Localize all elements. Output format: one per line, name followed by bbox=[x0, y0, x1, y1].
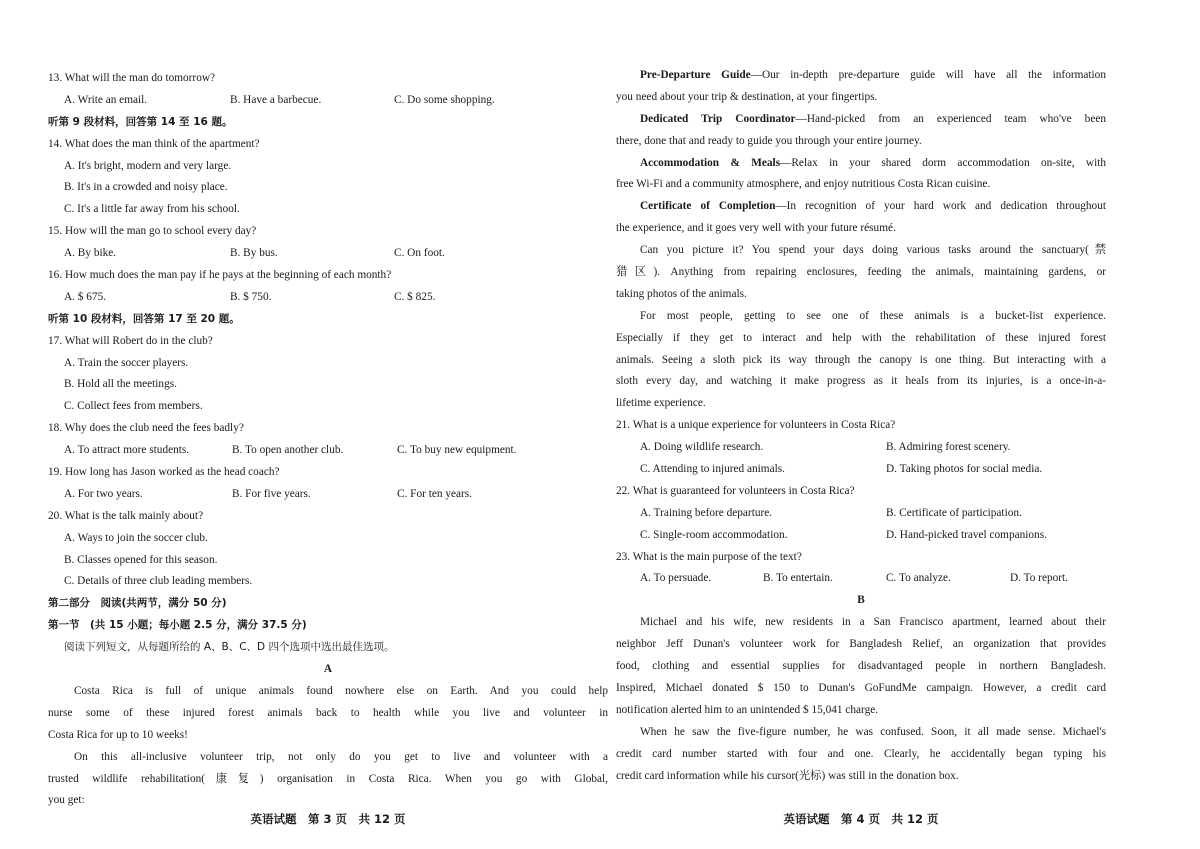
listening-instruction-9: 听第 9 段材料，回答第 14 至 16 题。 bbox=[48, 115, 233, 128]
option-c: C. For ten years. bbox=[397, 487, 472, 500]
guide-text: —Our in-depth pre-departure guide will have all the information bbox=[750, 69, 1106, 81]
question-18-stem: 18. Why does the club need the fees badly? bbox=[48, 422, 244, 435]
option-b: B. By bus. bbox=[230, 247, 278, 260]
question-15-options bbox=[48, 243, 608, 265]
certificate-text: —In recognition of your hard work and dedication throughout bbox=[775, 200, 1106, 213]
option-b: B. To entertain. bbox=[763, 572, 833, 585]
question-21-stem: 21. What is a unique experience for volunteers in Costa Rica? bbox=[616, 419, 896, 432]
guide-line-1 bbox=[616, 65, 1106, 87]
question-21-options-cd bbox=[616, 459, 1106, 481]
passage-b-line: Inspired, Michael donated $ 150 to Dunan's GoFundMe campaign. However, a credit card bbox=[616, 681, 1106, 694]
passage-a-line: nurse some of these injured forest animals back to health while you live and volunteer in bbox=[48, 706, 608, 719]
section-one-heading: 第一节 (共 15 小题；每小题 2.5 分，满分 37.5 分) bbox=[48, 619, 307, 632]
question-13-stem: 13. What will the man do tomorrow? bbox=[48, 72, 216, 84]
accommodation-lead: Accommodation & Meals bbox=[640, 156, 781, 169]
option-c: C. Do some shopping. bbox=[394, 93, 495, 106]
question-22-options-cd bbox=[616, 525, 1106, 547]
question-21-options-ab bbox=[616, 437, 1106, 459]
option-a: A. Train the soccer players. bbox=[64, 356, 189, 369]
guide-lead: Pre-Departure Guide bbox=[640, 69, 751, 81]
paragraph-line: For most people, getting to see one of these animals is a bucket-list experience. bbox=[640, 309, 1106, 322]
option-c: C. It's a little far away from his school. bbox=[64, 203, 240, 216]
option-c: C. $ 825. bbox=[394, 290, 436, 303]
option-a: A. By bike. bbox=[64, 247, 117, 260]
page-footer: 英语试题 第 4 页 共 12 页 bbox=[783, 812, 939, 826]
reading-directions: 阅读下列短文，从每题所给的 A、B、C、D 四个选项中选出最佳选项。 bbox=[64, 641, 395, 654]
question-14-stem: 14. What does the man think of the apartment? bbox=[48, 137, 260, 150]
listening-instruction-10: 听第 10 段材料，回答第 17 至 20 题。 bbox=[48, 312, 240, 325]
option-a: A. Write an email. bbox=[64, 93, 148, 106]
accommodation-text: —Relax in your shared dorm accommodation on-site, with bbox=[780, 156, 1106, 169]
option-a: A. It's bright, modern and very large. bbox=[64, 159, 232, 172]
passage-a-line: you get: bbox=[48, 794, 85, 807]
option-c: C. Details of three club leading members. bbox=[64, 575, 253, 588]
option-a: A. Doing wildlife research. bbox=[640, 441, 764, 454]
option-b: B. It's in a crowded and noisy place. bbox=[64, 181, 228, 194]
option-c: C. To buy new equipment. bbox=[397, 444, 517, 457]
option-c: C. Collect fees from members. bbox=[64, 400, 203, 413]
option-a: A. To persuade. bbox=[640, 572, 712, 585]
option-c: C. Single-room accommodation. bbox=[640, 528, 788, 541]
paragraph-line: lifetime experience. bbox=[616, 397, 706, 410]
option-c: C. Attending to injured animals. bbox=[640, 463, 785, 476]
passage-a-label: A bbox=[323, 663, 333, 676]
certificate-line-1 bbox=[616, 196, 1106, 218]
question-19-stem: 19. How long has Jason worked as the head coach? bbox=[48, 466, 280, 479]
question-23-stem: 23. What is the main purpose of the text? bbox=[616, 550, 802, 563]
page-4 bbox=[616, 0, 1106, 849]
paragraph-line: taking photos of the animals. bbox=[616, 287, 747, 300]
passage-b-label: B bbox=[857, 594, 865, 607]
paragraph-line: Can you picture it? You spend your days doing various tasks around the sanctuary(禁 bbox=[640, 244, 1106, 257]
accommodation-line-1 bbox=[616, 153, 1106, 175]
page-3 bbox=[48, 0, 608, 849]
passage-b-line: neighbor Jeff Dunan's volunteer work for Bangladesh Relief, an organization that provides bbox=[616, 638, 1106, 651]
option-d: D. Hand-picked travel companions. bbox=[886, 528, 1047, 541]
certificate-line-2: the experience, and it goes very well with your future résumé. bbox=[616, 222, 896, 235]
option-b: B. Have a barbecue. bbox=[230, 93, 322, 106]
question-22-stem: 22. What is guaranteed for volunteers in Costa Rica? bbox=[616, 484, 855, 497]
passage-a-line: trusted wildlife rehabilitation(康复) organisation in Costa Rica. When you go with Global, bbox=[48, 772, 608, 785]
option-c: C. On foot. bbox=[394, 247, 445, 260]
guide-line-2: you need about your trip & destination, at your fingertips. bbox=[616, 90, 878, 103]
option-b: B. $ 750. bbox=[230, 290, 272, 303]
passage-a-line: Costa Rica for up to 10 weeks! bbox=[48, 728, 188, 741]
option-a: A. For two years. bbox=[64, 487, 143, 500]
coordinator-line-1 bbox=[616, 109, 1106, 131]
option-d: D. To report. bbox=[1010, 572, 1068, 585]
coordinator-text: —Hand-picked from an experienced team who've been bbox=[795, 112, 1106, 125]
passage-b-line: credit card number started with four and one. Clearly, he accidentally began typing his bbox=[616, 747, 1106, 760]
passage-b-line: credit card information while his cursor(光标) was still in the donation box. bbox=[616, 769, 959, 782]
question-23-options bbox=[616, 568, 1106, 590]
paragraph-line: Especially if they get to interact and help with the rehabilitation of these injured forest bbox=[616, 331, 1106, 344]
page-footer: 英语试题 第 3 页 共 12 页 bbox=[250, 812, 406, 826]
question-18-options bbox=[48, 440, 608, 462]
option-b: B. Certificate of participation. bbox=[886, 506, 1022, 519]
question-22-options-ab bbox=[616, 503, 1106, 525]
question-16-stem: 16. How much does the man pay if he pays at the beginning of each month? bbox=[48, 269, 392, 282]
option-a: A. $ 675. bbox=[64, 290, 107, 303]
passage-a-line: Costa Rica is full of unique animals found nowhere else on Earth. And you could help bbox=[74, 684, 608, 697]
question-15-stem: 15. How will the man go to school every day? bbox=[48, 225, 257, 238]
question-13-options bbox=[48, 90, 608, 112]
passage-b-line: food, clothing and essential supplies for disadvantaged people in northern Bangladesh. bbox=[616, 660, 1106, 673]
question-20-stem: 20. What is the talk mainly about? bbox=[48, 509, 204, 522]
question-17-stem: 17. What will Robert do in the club? bbox=[48, 334, 213, 347]
passage-b-line: notification alerted him to an unintended $ 15,041 charge. bbox=[616, 703, 879, 716]
paragraph-line: 猎区). Anything from repairing enclosures, feeding the animals, maintaining gardens, or bbox=[616, 266, 1106, 279]
passage-a-line: On this all-inclusive volunteer trip, not only do you get to live and volunteer with a bbox=[74, 750, 608, 763]
option-a: A. Training before departure. bbox=[640, 506, 773, 519]
option-b: B. For five years. bbox=[232, 487, 311, 500]
option-b: B. To open another club. bbox=[232, 444, 344, 457]
passage-b-line: Michael and his wife, new residents in a San Francisco apartment, learned about their bbox=[640, 616, 1106, 629]
coordinator-lead: Dedicated Trip Coordinator bbox=[640, 112, 796, 125]
part-two-heading: 第二部分 阅读(共两节，满分 50 分) bbox=[48, 597, 227, 610]
option-a: A. Ways to join the soccer club. bbox=[64, 531, 208, 544]
question-19-options bbox=[48, 484, 608, 506]
paragraph-line: animals. Seeing a sloth pick its way through the canopy is one thing. But interacting with a bbox=[616, 353, 1106, 366]
certificate-lead: Certificate of Completion bbox=[640, 200, 776, 213]
option-a: A. To attract more students. bbox=[64, 444, 190, 457]
passage-b-line: When he saw the five-figure number, he was confused. Soon, it all made sense. Michael's bbox=[640, 725, 1106, 738]
option-c: C. To analyze. bbox=[886, 572, 951, 585]
coordinator-line-2: there, done that and ready to guide you through your entire journey. bbox=[616, 134, 922, 147]
question-16-options bbox=[48, 287, 608, 309]
accommodation-line-2: free Wi-Fi and a community atmosphere, and enjoy nutritious Costa Rican cuisine. bbox=[616, 178, 991, 191]
option-b: B. Hold all the meetings. bbox=[64, 378, 177, 391]
paragraph-line: sloth every day, and watching it make progress as it heals from its injuries, is a once-in-a- bbox=[616, 375, 1106, 388]
option-b: B. Classes opened for this season. bbox=[64, 553, 218, 566]
option-b: B. Admiring forest scenery. bbox=[886, 441, 1011, 454]
option-d: D. Taking photos for social media. bbox=[886, 463, 1043, 476]
